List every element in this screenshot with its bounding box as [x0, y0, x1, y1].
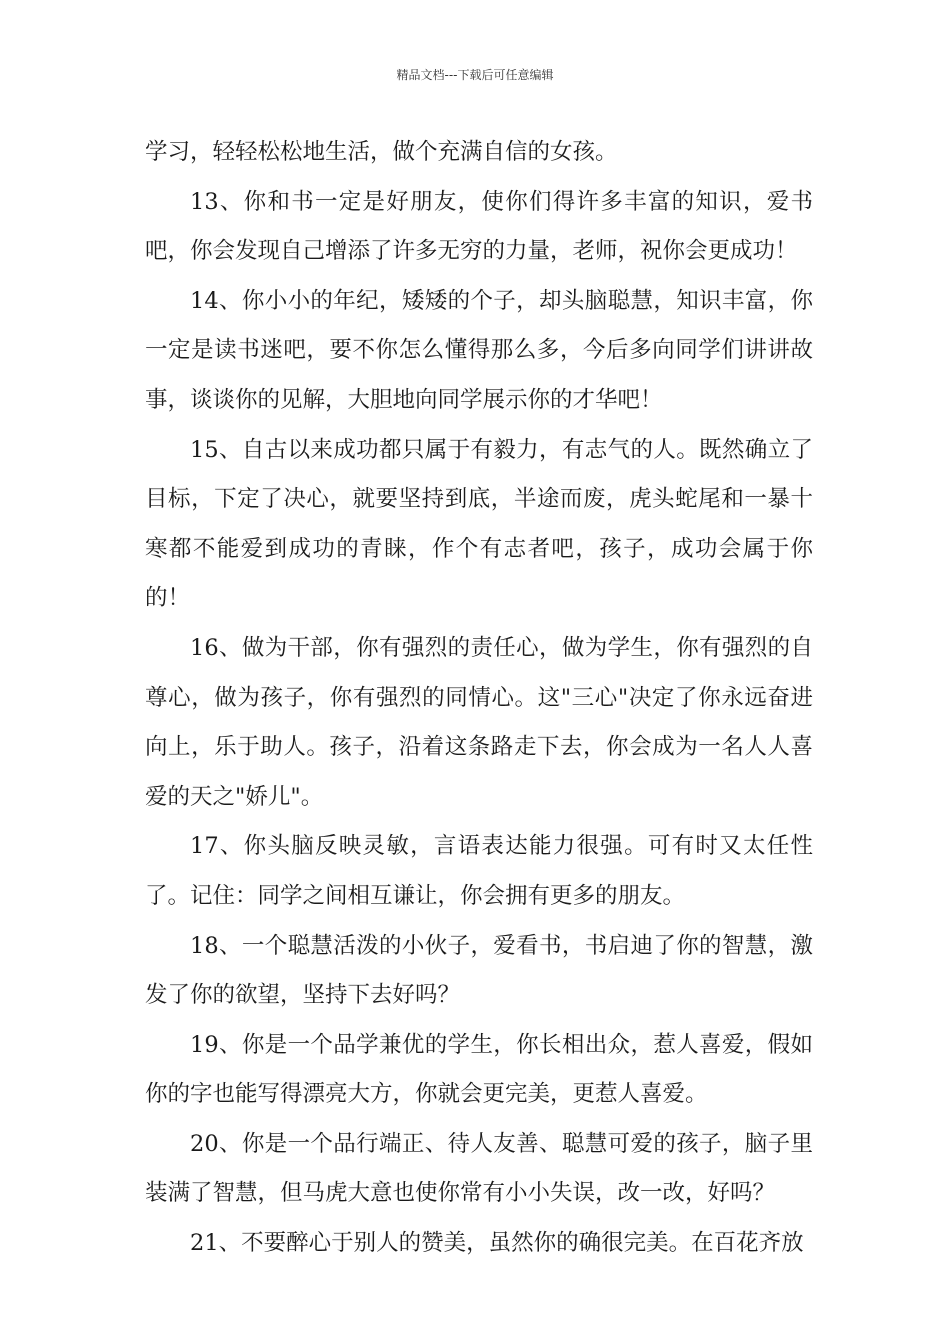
document-body: [145, 128, 813, 1269]
paragraph: 14、你小小的年纪，矮矮的个子，却头脑聪慧，知识丰富，你一定是读书迷吧，要不你怎么懂得那么多，今后多向同学们讲讲故事，谈谈你的见解，大胆地向同学展示你的才华吧！: [145, 287, 813, 413]
paragraph: 20、你是一个品行端正、待人友善、聪慧可爱的孩子，脑子里装满了智慧，但马虎大意也使你常有小小失误，改一改，好吗？: [145, 1130, 813, 1207]
paragraph: 15、自古以来成功都只属于有毅力，有志气的人。既然确立了目标，下定了决心，就要坚持到底，半途而废，虎头蛇尾和一暴十寒都不能爱到成功的青睐，作个有志者吧，孩子，成功会属于你的！: [145, 436, 813, 612]
paragraph: 学习，轻轻松松地生活，做个充满自信的女孩。: [145, 139, 618, 165]
paragraph: 17、你头脑反映灵敏，言语表达能力很强。可有时又太任性了。记住：同学之间相互谦让，你会拥有更多的朋友。: [145, 833, 813, 909]
paragraph: 13、你和书一定是好朋友，使你们得许多丰富的知识，爱书吧，你会发现自己增添了许多无穷的力量，老师，祝你会更成功！: [145, 188, 813, 265]
paragraph: 18、一个聪慧活泼的小伙子，爱看书，书启迪了你的智慧，激发了你的欲望，坚持下去好吗？: [145, 932, 813, 1009]
paragraph: 16、做为干部，你有强烈的责任心，做为学生，你有强烈的自尊心，做为孩子，你有强烈的同情心。这"三心"决定了你永远奋进向上，乐于助人。孩子，沿着这条路走下去，你会成为一名人人喜爱的天之"娇儿"。: [145, 634, 813, 810]
paragraph: 19、你是一个品学兼优的学生，你长相出众，惹人喜爱，假如你的字也能写得漂亮大方，你就会更完美，更惹人喜爱。: [145, 1031, 813, 1108]
page-header: 精品文档---下载后可任意编辑: [396, 68, 554, 82]
paragraph: 21、不要醉心于别人的赞美，虽然你的确很完美。在百花齐放: [190, 1230, 804, 1257]
